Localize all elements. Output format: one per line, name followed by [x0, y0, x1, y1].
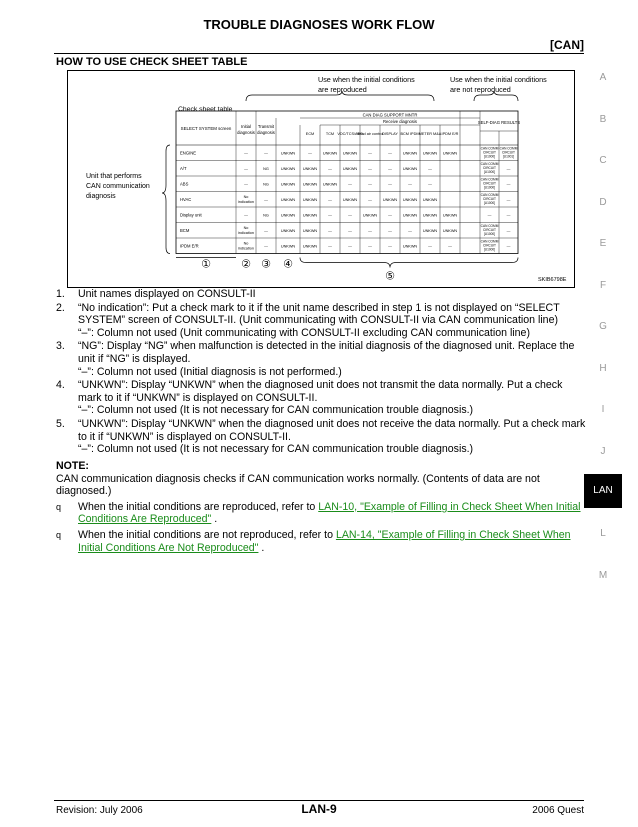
unit-column-header: BCM IPDM	[400, 132, 420, 136]
table-cell: —	[368, 197, 372, 202]
callout-initial-line: Use when the initial conditions	[318, 75, 415, 84]
table-cell: —	[244, 166, 248, 171]
table-cell: —	[328, 228, 332, 233]
step-number: 2.	[56, 301, 65, 314]
sidebar-letter-g[interactable]: G	[599, 321, 607, 332]
step-number: 4.	[56, 379, 65, 392]
table-cell: No	[243, 195, 249, 199]
table-cell: UNKWN	[382, 197, 398, 202]
table-cell: UNKWN	[280, 244, 296, 249]
self-diag-cell: CIRCUIT	[483, 150, 496, 155]
table-cell: —	[368, 166, 372, 171]
table-cell: UNKWN	[442, 228, 458, 233]
page-title: TROUBLE DIAGNOSES WORK FLOW	[203, 17, 435, 32]
self-diag-cell: CAN COMM	[480, 239, 499, 244]
self-diag-cell: [U1000]	[483, 201, 496, 205]
unit-label-line: diagnosis	[86, 193, 116, 200]
initial-diag-header: Initial	[241, 124, 251, 129]
footer-model: 2006 Quest	[532, 805, 584, 816]
unit-label-line: CAN communication	[86, 183, 150, 190]
self-diag-cell: [U1000]	[483, 170, 496, 174]
table-cell: UNKWN	[322, 151, 338, 156]
brace-left	[162, 145, 170, 254]
note-bullet	[56, 501, 584, 526]
table-cell: UNKWN	[402, 166, 418, 171]
note-heading: NOTE:	[56, 460, 89, 472]
transmit-diag-header: Transmit	[257, 124, 275, 129]
row-unit-name: HVAC	[180, 196, 192, 202]
step-item	[56, 302, 588, 340]
step-number: 3.	[56, 340, 65, 353]
self-diag-cell: CAN COMM	[480, 224, 499, 228]
table-cell: UNKWN	[302, 197, 318, 202]
table-cell: indication	[237, 231, 255, 235]
self-diag-cell: CIRCUIT	[502, 150, 515, 155]
table-cell: —	[328, 166, 332, 171]
table-title: CAN DIAG SUPPORT MNTR	[362, 112, 418, 118]
bullet-text	[78, 529, 584, 554]
sidebar-letter-c[interactable]: C	[599, 155, 607, 166]
table-cell: UNKWN	[362, 213, 378, 218]
table-cell: indication	[237, 246, 255, 251]
initial-diag-header: diagnosis	[237, 130, 255, 135]
table-cell: UNKWN	[402, 151, 418, 156]
table-cell: —	[388, 166, 392, 171]
table-cell: —	[308, 151, 312, 156]
bullet-suffix: .	[258, 541, 265, 554]
table-cell: UNKWN	[442, 213, 458, 218]
bullet-text	[78, 501, 584, 526]
step-body	[78, 418, 588, 456]
bullet-icon: q	[56, 501, 62, 512]
self-diag-cell: [U1000]	[483, 232, 496, 236]
table-cell: —	[368, 228, 372, 233]
self-diag-cell: CIRCUIT	[483, 166, 496, 170]
self-diag-cell: CIRCUIT	[483, 197, 496, 201]
self-diag-cell: CAN COMM	[480, 146, 499, 151]
self-diag-cell: CAN COMM	[480, 193, 499, 197]
unit-column-header: DISPLAY	[382, 132, 398, 136]
table-cell: —	[388, 182, 392, 187]
table-cell: UNKWN	[442, 151, 458, 156]
step-line: “NG”: Display “NG” when malfunction is detected in the initial diagnosis of the diagnosed unit. Replace the unit if “NG” is displayed.	[78, 340, 575, 365]
table-cell: —	[448, 244, 452, 249]
figure-ref-code: SKIB6798E	[538, 277, 567, 283]
table-cell: UNKWN	[302, 213, 318, 218]
table-cell: —	[428, 244, 432, 249]
table-cell: —	[388, 244, 392, 249]
check-sheet-figure	[67, 70, 575, 288]
reference-link[interactable]: LAN-14, "Example of Filling in Check Sheet When Initial Conditions Are Not Reproduced"	[78, 528, 571, 554]
check-sheet-diagram	[68, 71, 574, 287]
table-cell: No	[243, 241, 249, 246]
self-diag-cell: [U1000]	[483, 185, 496, 190]
table-cell: UNKWN	[422, 151, 438, 156]
table-cell: —	[264, 244, 268, 249]
table-cell: —	[244, 213, 248, 218]
table-cell: —	[368, 151, 372, 156]
footer-revision: Revision: July 2006	[56, 805, 143, 816]
table-cell: UNKWN	[342, 151, 358, 156]
table-cell: UNKWN	[342, 197, 358, 202]
step-number: 1.	[56, 288, 65, 300]
row-unit-name: BCM	[180, 227, 190, 233]
row-unit-name: ENGINE	[180, 150, 197, 156]
table-cell: —	[348, 182, 352, 187]
table-cell: No	[243, 226, 249, 230]
table-cell: UNKWN	[402, 197, 418, 202]
table-cell: —	[328, 244, 332, 249]
self-diag-cell: CAN COMM	[480, 162, 499, 166]
unit-column-header: VDC/TCS/ABS	[337, 132, 363, 136]
row-unit-name: IPDM E/R	[180, 243, 199, 249]
transmit-diag-header: diagnosis	[257, 130, 275, 135]
table-cell: UNKWN	[422, 228, 438, 233]
table-cell: UNKWN	[280, 197, 296, 202]
sidebar-letter-h[interactable]: H	[599, 362, 607, 374]
table-cell: —	[408, 228, 412, 233]
sidebar-letter-i[interactable]: I	[601, 404, 605, 415]
section-heading: HOW TO USE CHECK SHEET TABLE	[56, 56, 248, 68]
self-diag-cell: —	[506, 182, 511, 187]
callout-initial-line: are reproduced	[318, 85, 367, 94]
self-diag-cell: CIRCUIT	[483, 228, 496, 232]
marker-1: ①	[201, 258, 211, 271]
marker-5: ⑤	[385, 270, 395, 283]
self-diag-cell: [U1001]	[502, 154, 515, 159]
table-cell: —	[264, 151, 268, 156]
table-cell: UNKWN	[402, 244, 418, 249]
table-cell: UNKWN	[422, 213, 438, 218]
table-cell: NG	[263, 166, 269, 171]
step-item	[56, 288, 588, 301]
unit-column-header: Head air control	[356, 132, 384, 136]
self-diag-cell: —	[506, 228, 511, 233]
section-tag: [CAN]	[550, 38, 584, 52]
unit-column-header: IPDM E/R	[441, 132, 459, 136]
table-cell: —	[264, 197, 268, 202]
table-cell: —	[348, 244, 352, 249]
sidebar-letter-a[interactable]: A	[599, 72, 607, 83]
unit-column-header: TCM	[325, 132, 335, 136]
table-cell: —	[244, 151, 248, 156]
table-cell: NG	[263, 213, 269, 218]
row-unit-name: A/T	[180, 165, 187, 171]
footer-rule	[54, 800, 584, 801]
sidebar-letter-j[interactable]: J	[600, 445, 606, 457]
table-cell: —	[388, 228, 392, 233]
self-diag-cell: —	[506, 213, 511, 218]
note-block	[56, 460, 584, 554]
step-line: “–”: Column not used (It is not necessary for CAN communication trouble diagnosis.)	[78, 404, 474, 417]
brace-bottom	[300, 258, 518, 268]
self-diag-cell: —	[506, 244, 511, 249]
callout-not-line: Use when the initial conditions	[450, 75, 547, 84]
marker-2: ②	[241, 258, 251, 271]
callout-not-line: are not reproduced	[450, 85, 511, 94]
table-cell: UNKWN	[280, 213, 296, 218]
steps-list	[56, 288, 588, 457]
bullet-prefix: When the initial conditions are not reproduced, refer to	[78, 528, 336, 541]
bullet-prefix: When the initial conditions are reproduced, refer to	[78, 500, 319, 513]
sidebar-active-tab[interactable]: LAN	[584, 474, 622, 508]
select-system-header: SELECT SYSTEM screen	[180, 126, 232, 131]
row-unit-name: Display unit	[180, 212, 202, 218]
table-cell: indication	[237, 200, 255, 204]
sidebar-letter-l[interactable]: L	[600, 528, 606, 539]
table-cell: UNKWN	[402, 213, 418, 218]
step-item	[56, 379, 588, 417]
table-cell: —	[408, 182, 412, 187]
step-body	[78, 340, 588, 378]
table-cell: —	[368, 244, 372, 249]
step-number: 5.	[56, 417, 65, 430]
self-diag-cell: —	[506, 197, 511, 202]
step-body	[78, 288, 588, 301]
step-line: “UNKWN”: Display “UNKWN” when the diagnosed unit does not transmit the data normally. Put a check mark to it if “UNKWN” is displayed on CONSULT-II.	[78, 379, 563, 404]
table-cell: UNKWN	[322, 182, 338, 187]
step-line: “No indication”: Put a check mark to it if the unit name described in step 1 is not displayed on “SELECT SYSTEM” screen of CONSULT-II. (Unit communicating with CONSULT-II via CAN communication line)	[78, 301, 560, 327]
unit-column-header: METER M&A	[418, 132, 442, 136]
self-diag-cell: CAN COMM	[499, 146, 518, 151]
note-text: CAN communication diagnosis checks if CAN communication works normally. (Contents of data are not diagnosed.)	[56, 472, 540, 498]
step-line: Unit names displayed on CONSULT-II	[78, 288, 256, 300]
row-unit-name: ABS	[180, 181, 189, 187]
table-cell: —	[388, 151, 392, 156]
marker-3: ③	[261, 258, 271, 271]
table-cell: —	[328, 213, 332, 218]
step-line: “UNKWN”: Display “UNKWN” when the diagnosed unit does not receive the data normally. Put a check mark to it if “UNKWN” is displayed on CONSULT-II.	[78, 417, 586, 443]
table-cell: UNKWN	[302, 166, 318, 171]
table-cell: —	[388, 213, 392, 218]
sidebar-letter-b[interactable]: B	[599, 113, 607, 125]
self-diag-cell: [U1000]	[483, 154, 496, 159]
step-item	[56, 340, 588, 378]
sidebar-letter-f[interactable]: F	[599, 279, 607, 291]
step-line: “–”: Column not used (It is not necessary for CAN communication trouble diagnosis.)	[78, 443, 474, 456]
table-cell: UNKWN	[280, 228, 296, 233]
table-cell: UNKWN	[302, 228, 318, 233]
step-line: “–”: Column not used (Unit communicating with CONSULT-II excluding CAN communication line)	[78, 326, 530, 339]
table-cell: —	[428, 182, 432, 187]
bullet-suffix: .	[211, 513, 218, 526]
marker-4: ④	[283, 258, 293, 271]
table-cell: UNKWN	[302, 182, 318, 187]
self-diag-cell: [U1000]	[483, 247, 496, 252]
note-bullet	[56, 529, 584, 554]
self-diag-cell: CAN COMM	[480, 177, 499, 182]
step-line: “–”: Column not used (Initial diagnosis is not performed.)	[78, 365, 342, 378]
check-sheet-label: Check sheet table	[178, 106, 233, 113]
self-diag-cell: —	[506, 166, 511, 171]
self-diag-cell: CIRCUIT	[483, 243, 496, 248]
table-cell: —	[264, 228, 268, 233]
table-cell: UNKWN	[280, 166, 296, 171]
table-cell: UNKWN	[280, 151, 296, 156]
sidebar-letter-e[interactable]: E	[599, 238, 607, 249]
table-cell: —	[348, 228, 352, 233]
step-body	[78, 302, 588, 340]
table-cell: —	[348, 213, 352, 218]
self-diag-label: SELF-DIAG RESULTS	[477, 120, 521, 125]
unit-label-line: Unit that performs	[86, 173, 142, 180]
table-cell: NG	[263, 182, 269, 187]
table-cell: UNKWN	[280, 182, 296, 187]
self-diag-cell: CIRCUIT	[483, 181, 496, 186]
sidebar-letter-m[interactable]: M	[598, 570, 608, 581]
step-item	[56, 418, 588, 456]
table-cell: —	[328, 197, 332, 202]
table-cell: —	[368, 182, 372, 187]
reference-link[interactable]: LAN-10, "Example of Filling in Check Sheet When Initial Conditions Are Reproduced"	[78, 500, 581, 526]
footer-page-number: LAN-9	[301, 802, 337, 816]
self-diag-cell: —	[487, 213, 492, 218]
table-cell: UNKWN	[302, 244, 318, 249]
table-cell: —	[428, 166, 432, 171]
table-cell: —	[244, 182, 248, 187]
table-cell: UNKWN	[422, 197, 438, 202]
unit-column-header: ECM	[305, 132, 315, 136]
table-cell: UNKWN	[342, 166, 358, 171]
step-body	[78, 379, 588, 417]
bullet-icon: q	[56, 529, 62, 540]
received-diagnosis-label: Receive diagnosis	[383, 119, 417, 124]
sidebar-letter-d[interactable]: D	[599, 196, 607, 208]
header-rule	[54, 53, 584, 54]
